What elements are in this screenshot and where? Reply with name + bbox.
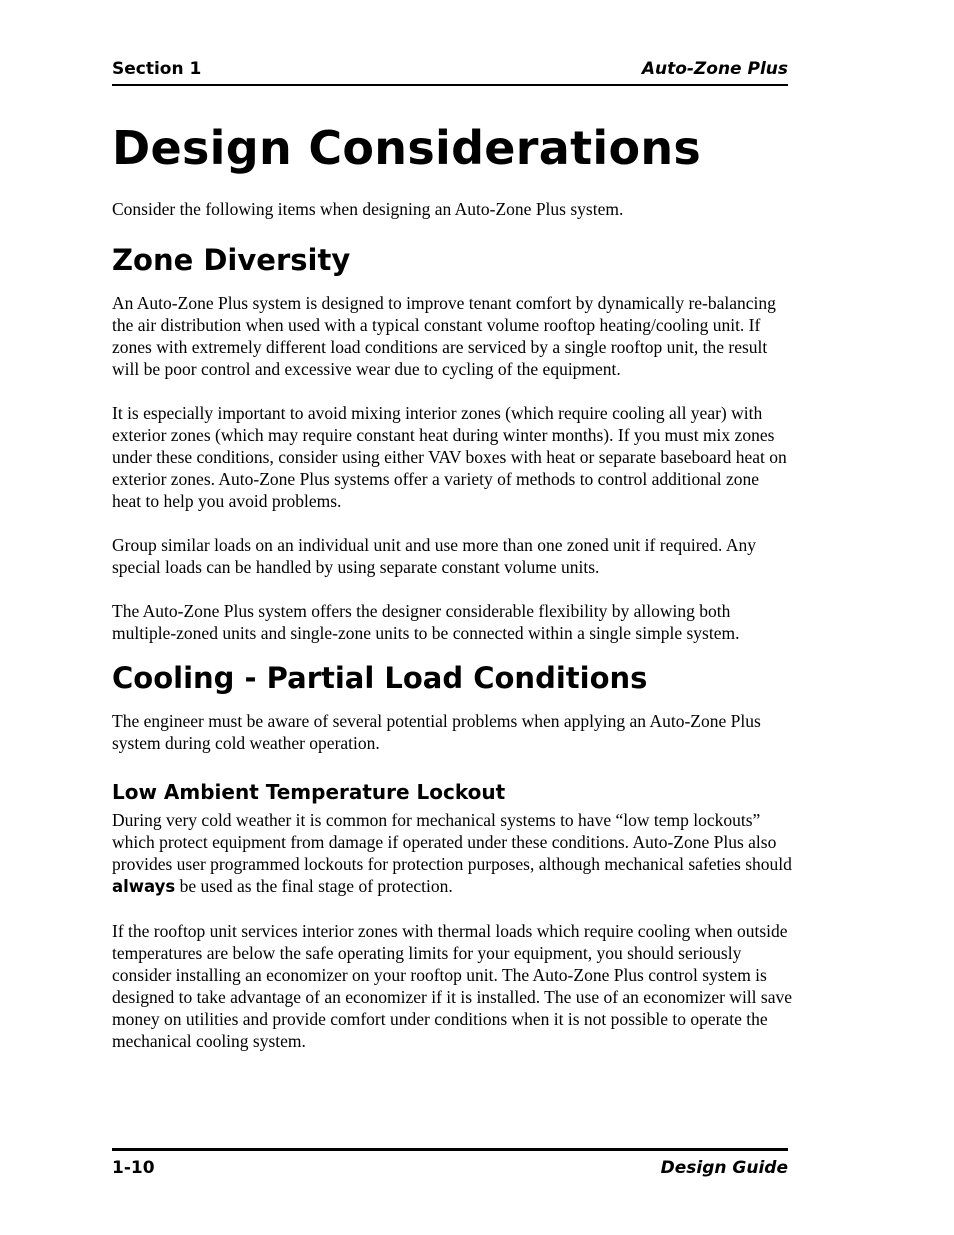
zone-diversity-paragraph-3: Group similar loads on an individual unit and use more than one zoned unit if required. Any special loads can be handled by using separate constant volume units. <box>112 535 756 577</box>
zone-diversity-heading: Zone Diversity <box>112 243 351 277</box>
lockout-text-before: During very cold weather it is common for mechanical systems to have “low temp lockouts” which protect equipment from damage if operated under these conditions. Auto-Zone Plus also provides user programmed lockouts for protection purposes, although mechanical safeties should <box>112 810 792 874</box>
page-body <box>112 120 792 1052</box>
page-title: Design Considerations <box>112 121 702 175</box>
lockout-paragraph-2: If the rooftop unit services interior zones with thermal loads which require cooling when outside temperatures are below the safe operating limits for your equipment, you should seriously consider installing an economizer on your rooftop unit. The Auto-Zone Plus control system is designed to take advantage of an economizer if it is installed. The use of an economizer will save money on utilities and provide comfort under conditions when it is not possible to operate the mechanical cooling system. <box>112 921 792 1051</box>
zone-diversity-paragraph-4: The Auto-Zone Plus system offers the designer considerable flexibility by allowing both multiple-zoned units and single-zone units to be connected within a single simple system. <box>112 601 740 643</box>
cooling-paragraph-1: The engineer must be aware of several potential problems when applying an Auto-Zone Plus system during cold weather operation. <box>112 711 761 753</box>
lockout-paragraph-1 <box>112 809 792 898</box>
lockout-heading: Low Ambient Temperature Lockout <box>112 780 506 804</box>
page-number: 1-10 <box>112 1158 155 1178</box>
lockout-text-after: be used as the final stage of protection. <box>175 876 453 896</box>
zone-diversity-paragraph-2: It is especially important to avoid mixing interior zones (which require cooling all year) with exterior zones (which may require constant heat during winter months). If you must mix zones under these conditions, consider using either VAV boxes with heat or separate baseboard heat on exterior zones. Auto-Zone Plus systems offer a variety of methods to control additional zone heat to help you avoid problems. <box>112 403 787 511</box>
intro-paragraph: Consider the following items when designing an Auto-Zone Plus system. <box>112 199 624 219</box>
cooling-heading: Cooling - Partial Load Conditions <box>112 661 648 695</box>
header-section: Section 1 <box>112 59 202 79</box>
zone-diversity-paragraph-1: An Auto-Zone Plus system is designed to improve tenant comfort by dynamically re-balancing the air distribution when used with a typical constant volume rooftop heating/cooling unit. If zones with extremely different load conditions are serviced by a single rooftop unit, the result will be poor control and excessive wear due to cycling of the equipment. <box>112 293 776 379</box>
always-emphasis: always <box>112 877 176 896</box>
page-header <box>112 58 788 86</box>
footer-doc-title: Design Guide <box>660 1158 788 1178</box>
header-product: Auto-Zone Plus <box>641 59 788 79</box>
page-footer <box>112 1148 788 1181</box>
